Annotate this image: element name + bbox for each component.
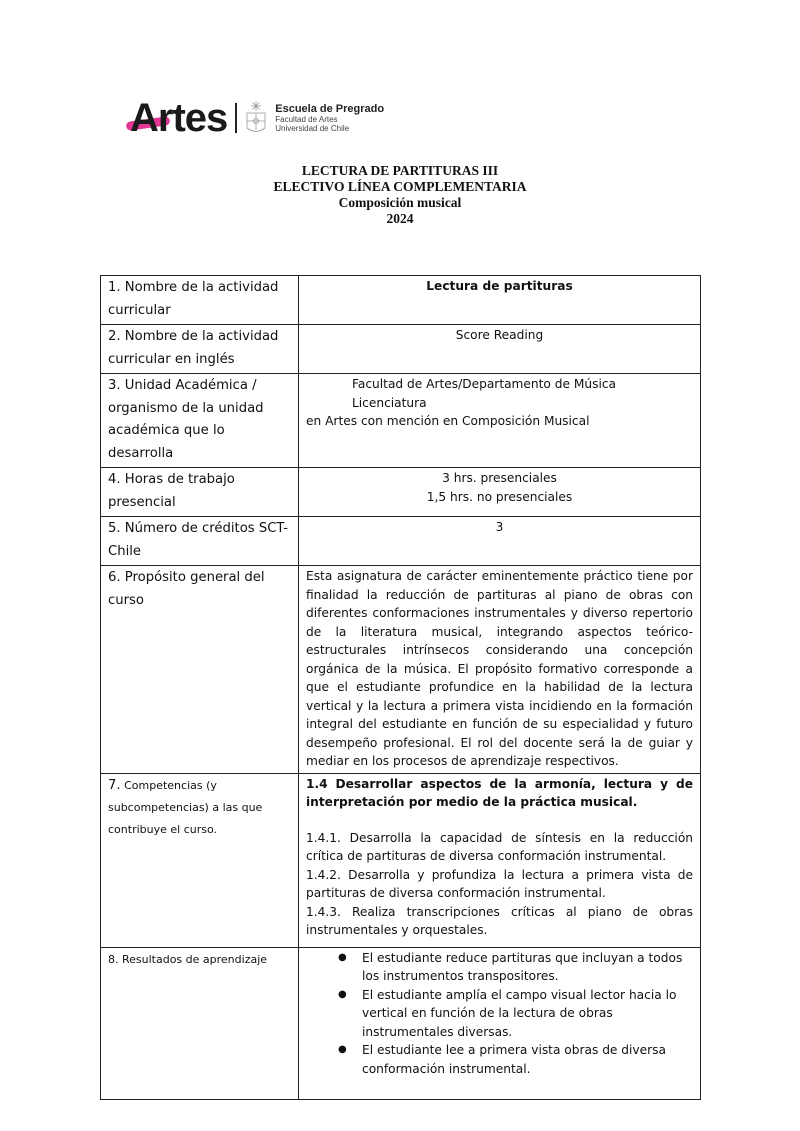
table-row xyxy=(101,947,701,1099)
table-row xyxy=(101,374,701,468)
row-label: 5. Número de créditos SCT-Chile xyxy=(101,517,299,566)
row-label: 3. Unidad Académica / organismo de la unidad académica que lo desarrolla xyxy=(101,374,299,468)
row-value xyxy=(299,773,701,947)
logo-divider xyxy=(235,103,237,133)
university-name: Universidad de Chile xyxy=(275,124,350,133)
table-row xyxy=(101,276,701,325)
course-title: LECTURA DE PARTITURAS III xyxy=(301,163,499,178)
list-item: ● El estudiante amplía el campo visual lector hacia lo vertical en función de la lectura de obras instrumentales diversas. xyxy=(338,987,677,1039)
table-row xyxy=(101,468,701,517)
row-label: 1. Nombre de la actividad curricular xyxy=(101,276,299,325)
row-value: Facultad de Artes/Departamento de Música Licenciatura en Artes con mención en Composición Musical xyxy=(299,374,701,468)
row-label: 6. Propósito general del curso xyxy=(101,566,299,774)
course-info-table xyxy=(100,275,701,1100)
row-value xyxy=(299,947,701,1099)
row-value: 3 hrs. presenciales 1,5 hrs. no presenciales xyxy=(299,468,701,517)
list-item: ● El estudiante reduce partituras que incluyan a todos los instrumentos transpositores. xyxy=(338,950,683,983)
table-row xyxy=(101,773,701,947)
list-item: ● El estudiante lee a primera vista obras de diversa conformación instrumental. xyxy=(338,1043,666,1076)
bullet-icon: ● xyxy=(338,988,347,1000)
competency-heading: 1.4 Desarrollar aspectos de la armonía, lectura y de interpretación por medio de la práctica musical. xyxy=(306,776,693,809)
artes-logo xyxy=(130,96,384,140)
bullet-icon: ● xyxy=(338,951,347,963)
course-year: 2024 xyxy=(386,211,414,226)
subcompetency: 1.4.1. Desarrolla la capacidad de síntesis en la reducción crítica de partituras de diversa conformación instrumental. xyxy=(306,830,693,863)
subcompetency: 1.4.2. Desarrolla y profundiza la lectura a primera vista de partituras de diversa conformación instrumental. xyxy=(306,867,693,900)
table-row xyxy=(101,517,701,566)
row-label: 8. Resultados de aprendizaje xyxy=(101,947,299,1099)
bullet-icon: ● xyxy=(338,1044,347,1055)
program-name: Composición musical xyxy=(338,195,462,210)
school-name: Escuela de Pregrado xyxy=(275,103,385,115)
subcompetency: 1.4.3. Realiza transcripciones críticas al piano de obras instrumentales y orquestales. xyxy=(306,904,693,937)
learning-outcomes-list xyxy=(306,949,693,1079)
table-row xyxy=(101,325,701,374)
faculty-name: Facultad de Artes xyxy=(275,115,338,124)
row-value: Lectura de partituras xyxy=(299,276,701,325)
document-title xyxy=(0,163,800,227)
course-type: ELECTIVO LÍNEA COMPLEMENTARIA xyxy=(273,179,527,194)
row-value: Esta asignatura de carácter eminentemente práctico tiene por finalidad la reducción de partituras al piano de obras con diferentes conformaciones instrumentales y diverso repertorio de la literatura musical, integrando aspectos teórico-estructurales intrínsecos considerando una concepción orgánica de la música. El propósito formativo corresponde a que el estudiante profundice en la habilidad de la lectura vertical y la lectura a primera vista incidiendo en la formación integral del estudiante en función de su especialidad y futuro desempeño profesional. El rol del docente será la de guiar y mediar en los procesos de aprendizaje respectivos. xyxy=(299,566,701,774)
row-value: Score Reading xyxy=(299,325,701,374)
row-label: 7. Competencias (y subcompetencias) a las que contribuye el curso. xyxy=(101,773,299,947)
artes-wordmark: Artes xyxy=(130,98,227,138)
row-label: 4. Horas de trabajo presencial xyxy=(101,468,299,517)
university-crest-icon xyxy=(243,100,269,136)
row-value: 3 xyxy=(299,517,701,566)
table-row xyxy=(101,566,701,774)
row-label: 2. Nombre de la actividad curricular en inglés xyxy=(101,325,299,374)
